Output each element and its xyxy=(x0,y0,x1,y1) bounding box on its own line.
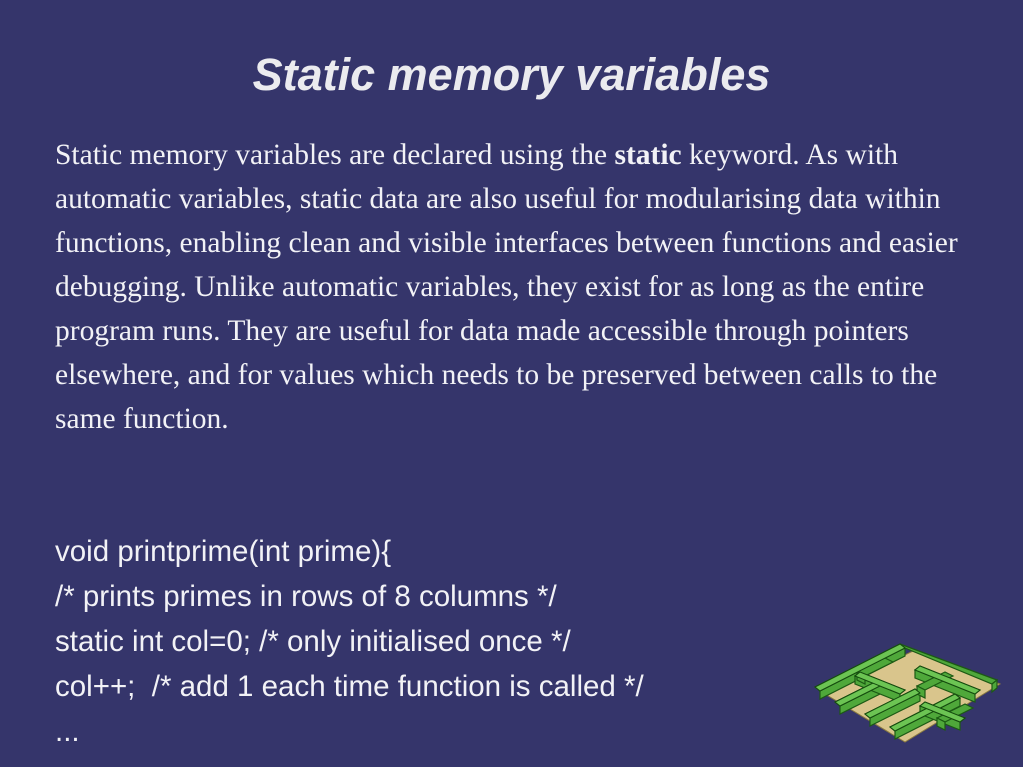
code-block xyxy=(55,529,815,754)
slide-title: Static memory variables xyxy=(252,49,771,100)
code-line: static int col=0; /* only initialised once */ xyxy=(55,625,571,658)
paragraph-text-start: Static memory variables are declared using the xyxy=(55,139,615,171)
code-line: ... xyxy=(55,715,80,748)
code-line: col++; /* add 1 each time function is called */ xyxy=(55,670,644,703)
maze-clipart-icon xyxy=(805,632,1005,744)
code-line: /* prints primes in rows of 8 columns */ xyxy=(55,580,557,613)
code-line: void printprime(int prime){ xyxy=(55,535,392,568)
body-paragraph xyxy=(55,133,985,441)
paragraph-text-rest: keyword. As with automatic variables, static data are also useful for modularising data within functions, enabling clean and visible interfaces between functions and easier debugging. Unlike automatic variables, they exist for as long as the entire program runs. They are useful for data made accessible through pointers elsewhere, and for values which needs to be preserved between calls to the same function. xyxy=(55,139,958,435)
keyword-static: static xyxy=(614,139,682,171)
